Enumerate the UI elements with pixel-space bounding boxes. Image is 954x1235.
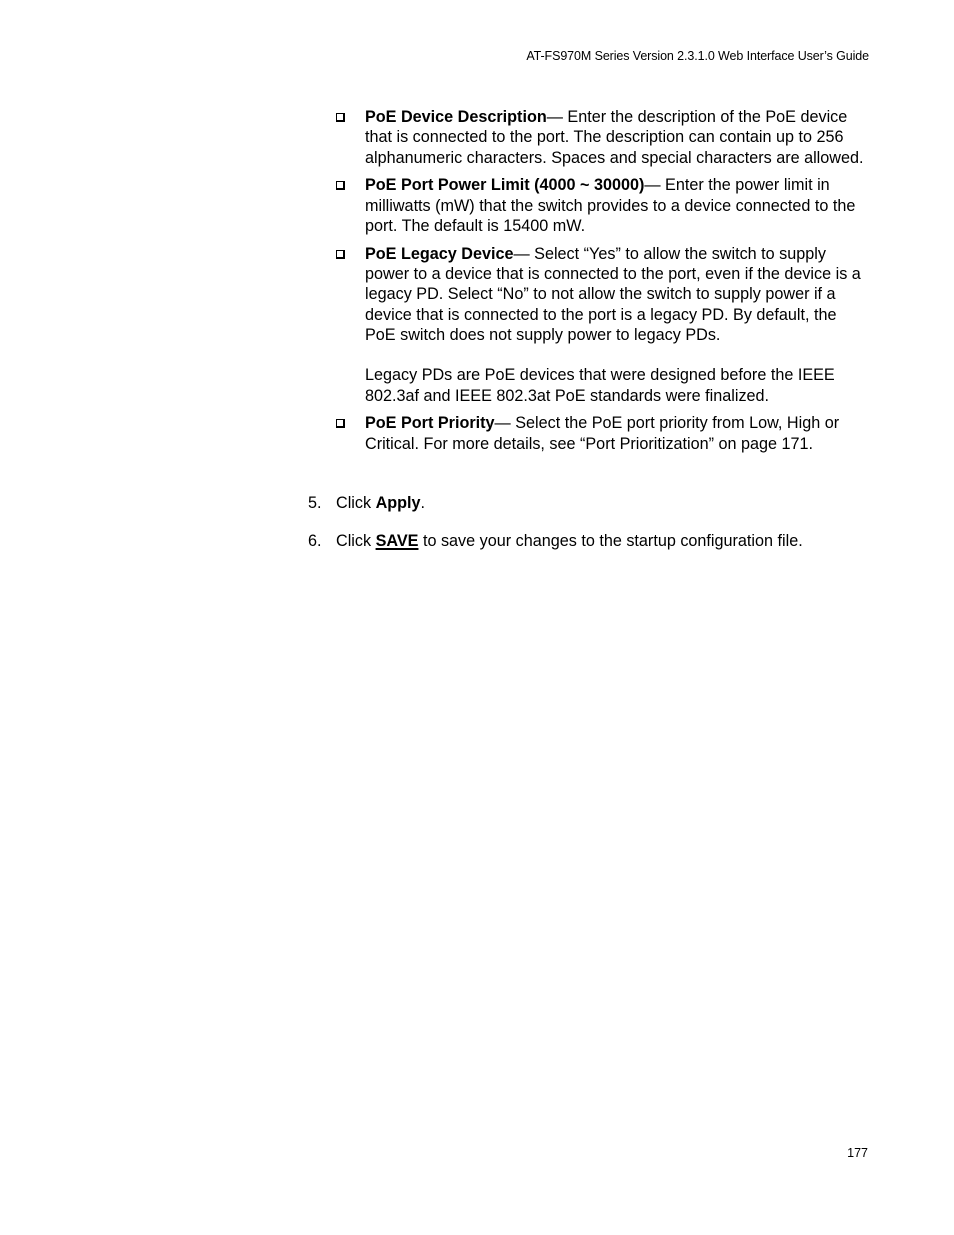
step-prefix: Click [336, 494, 376, 512]
list-item-poe-port-power-limit [336, 175, 871, 236]
bullet-term: PoE Port Power Limit (4000 ~ 30000) [365, 176, 645, 195]
bullet-term: PoE Device Description [365, 108, 547, 126]
checkbox-bullet-icon [336, 419, 345, 428]
checkbox-bullet-icon [336, 250, 345, 259]
page-number: 177 [847, 1146, 868, 1160]
bullet-text: — Select the PoE port priority from Low, High or Critical. For more details, see “Port Prioritization” on page 171. [365, 414, 840, 453]
step-5 [308, 493, 425, 513]
bullet-term: PoE Legacy Device [365, 244, 514, 263]
apply-label: Apply [375, 494, 421, 512]
step-suffix: to save your changes to the startup configuration file. [418, 532, 803, 550]
step-suffix: . [420, 494, 426, 512]
checkbox-bullet-icon [336, 113, 345, 122]
step-number: 6. [308, 532, 322, 550]
bullet-text: — Select “Yes” to allow the switch to supply power to a device that is connected to the port, even if the device is a legacy PD. Select “No” to not allow the switch to supply power if a device that is connected to the port is a legacy PD. By default, the PoE switch does not supply power to legacy PDs. [365, 244, 861, 344]
field-description-list [336, 107, 871, 461]
save-label: SAVE [375, 532, 419, 550]
step-6 [308, 531, 803, 551]
list-item-poe-device-description [336, 107, 871, 168]
bullet-term: PoE Port Priority [365, 414, 495, 433]
checkbox-bullet-icon [336, 181, 345, 190]
step-prefix: Click [336, 532, 376, 550]
list-item-poe-port-priority [336, 413, 871, 454]
list-item-poe-legacy-device [336, 244, 871, 406]
bullet-note: Legacy PDs are PoE devices that were designed before the IEEE 802.3af and IEEE 802.3at PoE standards were finalized. [365, 366, 835, 405]
step-number: 5. [308, 494, 322, 512]
bullet-text: — Enter the power limit in milliwatts (mW) that the switch provides to a device connected to the port. The default is 15400 mW. [365, 176, 856, 235]
bullet-text: — Enter the description of the PoE device that is connected to the port. The description can contain up to 256 alphanumeric characters. Spaces and special characters are allowed. [365, 108, 864, 167]
running-header: AT-FS970M Series Version 2.3.1.0 Web Interface User’s Guide [526, 49, 869, 63]
